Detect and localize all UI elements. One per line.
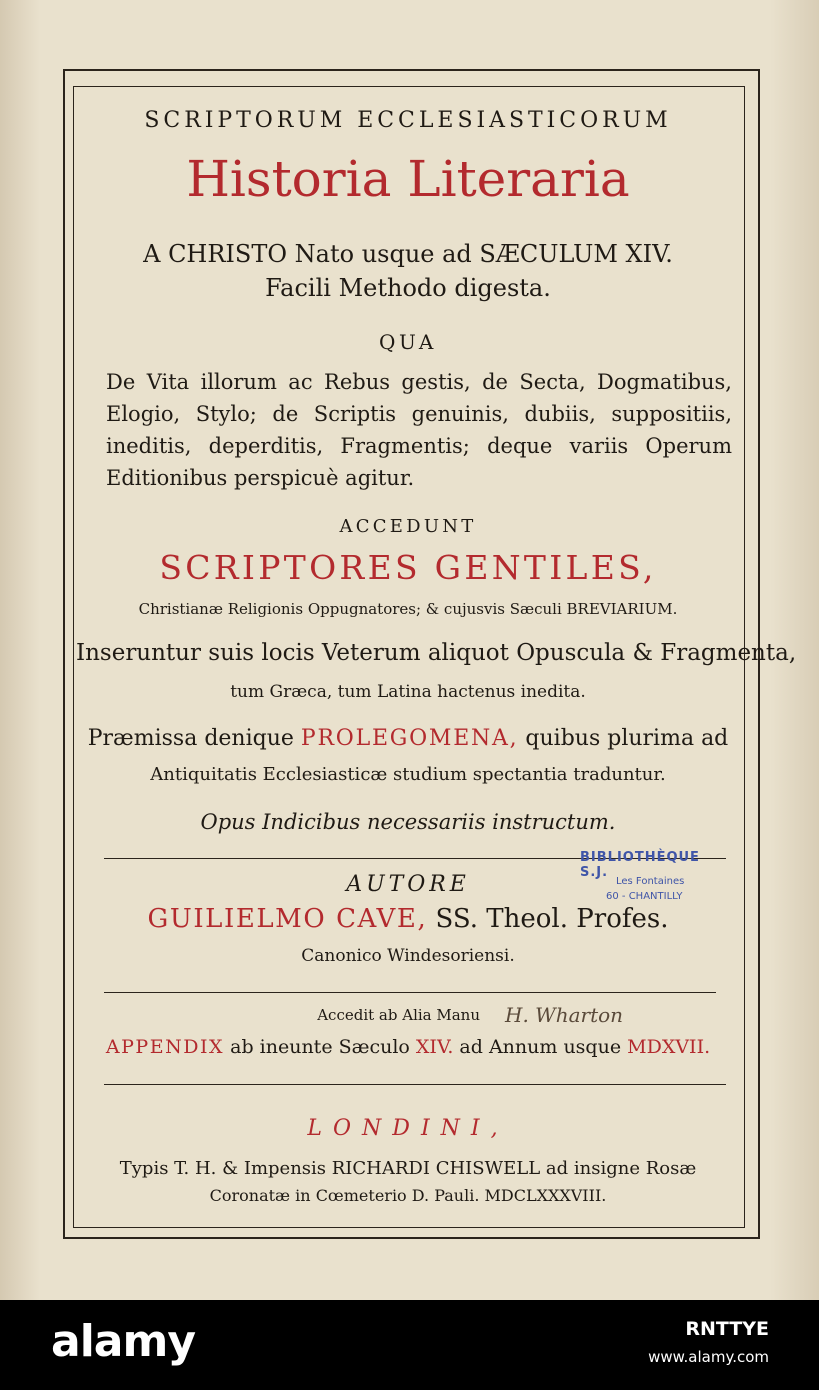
inseruntur-line-2: tum Græca, tum Latina hactenus inedita. <box>230 682 586 702</box>
appendix-century: XIV. <box>415 1036 454 1058</box>
praemissa-post: quibus plurima ad <box>518 726 729 751</box>
rule-3 <box>104 1084 726 1085</box>
praemissa-line <box>76 726 740 751</box>
footer-url: www.alamy.com <box>648 1348 769 1366</box>
author-title: SS. Theol. Profes. <box>427 904 669 934</box>
imprint-line-1: Typis T. H. & Impensis RICHARDI CHISWELL ad insigne Rosæ <box>119 1158 697 1179</box>
canonico-line: Canonico Windesoriensi. <box>301 946 515 966</box>
appendix-mid-1: ab ineunte Sæculo <box>224 1036 416 1058</box>
library-stamp <box>572 850 722 910</box>
appendix-word: APPENDIX <box>105 1036 225 1058</box>
autore-line: AUTORE <box>346 872 470 897</box>
stamp-line-1: BIBLIOTHÈQUE S.J. <box>580 850 700 880</box>
main-title: Historia Literaria <box>186 150 630 208</box>
imprint-line-2: Coronatæ in Cœmeterio D. Pauli. MDCLXXXVIII. <box>209 1186 607 1205</box>
gentiles-line: SCRIPTORES GENTILES, <box>159 548 657 587</box>
stamp-line-3: 60 - CHANTILLY <box>606 891 683 902</box>
handwritten-signature: H. Wharton <box>505 1003 624 1027</box>
appendix-year: MDXVII. <box>627 1036 711 1058</box>
gentiles-subtitle: Christianæ Religionis Oppugnatores; & cujusvis Sæculi BREVIARIUM. <box>138 600 678 618</box>
rule-2 <box>104 992 716 993</box>
author-name: GUILIELMO CAVE, <box>147 904 428 934</box>
para-line-1: De Vita illorum ac Rebus gestis, de Secta, Dogmatibus, <box>106 370 732 394</box>
title-line-3: A CHRISTO Nato usque ad SÆCULUM XIV. <box>143 240 673 268</box>
inseruntur-line-1: Inseruntur suis locis Veterum aliquot Opuscula & Fragmenta, <box>76 640 797 666</box>
footer-bar <box>0 1300 819 1390</box>
londini-line: LONDINI, <box>307 1116 509 1141</box>
image-id: RNTTYE <box>685 1318 769 1340</box>
accedunt-line: ACCEDUNT <box>339 516 477 537</box>
para-line-4: Editionibus perspicuè agitur. <box>106 466 415 490</box>
title-line-4: Facili Methodo digesta. <box>265 274 551 302</box>
opus-line: Opus Indicibus necessariis instructum. <box>200 810 616 834</box>
para-line-3: ineditis, deperditis, Fragmentis; deque variis Operum <box>106 434 732 458</box>
antiquitatis-line: Antiquitatis Ecclesiasticæ studium spectantia traduntur. <box>150 764 666 785</box>
alamy-logo: alamy <box>51 1316 195 1367</box>
stamp-line-2: Les Fontaines <box>616 876 685 887</box>
appendix-mid-2: ad Annum usque <box>453 1036 628 1058</box>
para-line-2: Elogio, Stylo; de Scriptis genuinis, dubiis, suppositiis, <box>106 402 732 426</box>
appendix-line <box>76 1036 740 1058</box>
praemissa-pre: Præmissa denique <box>87 726 301 751</box>
accedit-line: Accedit ab Alia Manu <box>317 1006 480 1024</box>
prolegomena-word: PROLEGOMENA, <box>300 726 519 751</box>
qua-line: QUA <box>379 330 437 354</box>
title-line-1: SCRIPTORUM ECCLESIASTICORUM <box>144 108 672 133</box>
